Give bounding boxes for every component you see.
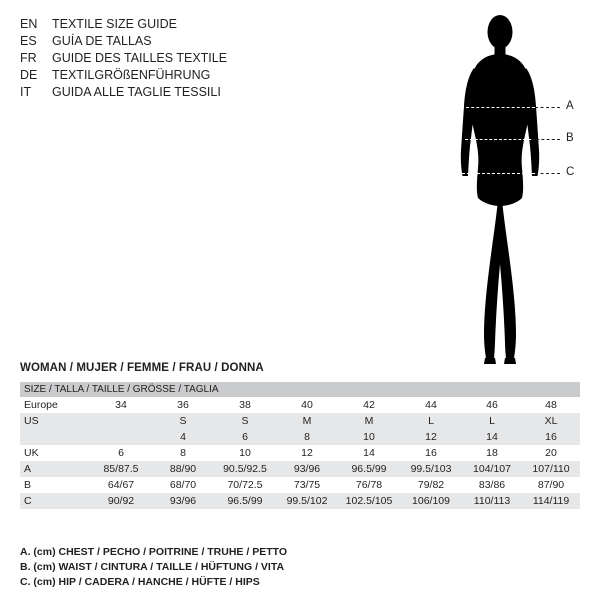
cell: 18	[462, 445, 522, 461]
cell: 8	[152, 445, 214, 461]
cell: M	[338, 413, 400, 429]
cell: 88/90	[152, 461, 214, 477]
cell: 6	[214, 429, 276, 445]
cell	[90, 413, 152, 429]
language-row	[20, 16, 320, 33]
language-row	[20, 84, 320, 101]
table-row	[20, 477, 580, 493]
row-label	[20, 429, 90, 445]
cell: 70/72.5	[214, 477, 276, 493]
cell: 73/75	[276, 477, 338, 493]
row-label: UK	[20, 445, 90, 461]
cell: 42	[338, 397, 400, 413]
measure-label-a: A	[566, 100, 574, 112]
cell: 12	[276, 445, 338, 461]
cell: 16	[522, 429, 580, 445]
language-code: FR	[20, 51, 37, 65]
table-row	[20, 397, 580, 413]
cell: 20	[522, 445, 580, 461]
note-waist: B. (cm) WAIST / CINTURA / TAILLE / HÜFTUNG / VITA	[20, 561, 285, 573]
cell: 93/96	[152, 493, 214, 509]
cell: 40	[276, 397, 338, 413]
row-label: US	[20, 413, 90, 429]
cell: 46	[462, 397, 522, 413]
cell: 87/90	[522, 477, 580, 493]
cell: 110/113	[462, 493, 522, 509]
cell: 10	[338, 429, 400, 445]
cell: 96.5/99	[214, 493, 276, 509]
measurement-notes	[20, 545, 580, 590]
cell: 79/82	[400, 477, 462, 493]
cell: 90.5/92.5	[214, 461, 276, 477]
cell: 10	[214, 445, 276, 461]
cell	[90, 429, 152, 445]
table-row	[20, 413, 580, 429]
table-caption: WOMAN / MUJER / FEMME / FRAU / DONNA	[20, 362, 264, 374]
cell: 14	[338, 445, 400, 461]
language-title: GUÍA DE TALLAS	[52, 34, 152, 48]
female-body-silhouette-icon	[440, 8, 560, 368]
cell: 4	[152, 429, 214, 445]
cell: 102.5/105	[338, 493, 400, 509]
cell: S	[214, 413, 276, 429]
cell: 6	[90, 445, 152, 461]
language-title: TEXTILE SIZE GUIDE	[52, 17, 178, 31]
cell: 85/87.5	[90, 461, 152, 477]
size-table	[20, 382, 580, 509]
cell: 16	[400, 445, 462, 461]
cell: 104/107	[462, 461, 522, 477]
measurement-figure	[420, 8, 590, 368]
cell: 8	[276, 429, 338, 445]
table-row	[20, 445, 580, 461]
table-row	[20, 461, 580, 477]
row-label: A	[20, 461, 90, 477]
table-header-label: SIZE / TALLA / TAILLE / GRÖSSE / TAGLIA	[20, 382, 580, 397]
language-header-block	[20, 16, 320, 101]
measure-leader-hip	[535, 173, 560, 174]
cell: 12	[400, 429, 462, 445]
cell: 64/67	[90, 477, 152, 493]
measure-line-hip	[457, 173, 535, 174]
cell: L	[462, 413, 522, 429]
cell: L	[400, 413, 462, 429]
cell: 114/119	[522, 493, 580, 509]
cell: 34	[90, 397, 152, 413]
row-label: C	[20, 493, 90, 509]
language-code: EN	[20, 17, 38, 31]
language-title: TEXTILGRÖßENFÜHRUNG	[52, 68, 211, 82]
cell: 14	[462, 429, 522, 445]
measure-label-c: C	[566, 166, 575, 178]
note-chest: A. (cm) CHEST / PECHO / POITRINE / TRUHE / PETTO	[20, 546, 288, 558]
cell: 36	[152, 397, 214, 413]
measure-leader-waist	[531, 139, 560, 140]
table-row	[20, 493, 580, 509]
cell: 76/78	[338, 477, 400, 493]
language-code: IT	[20, 85, 32, 99]
language-code: DE	[20, 68, 38, 82]
cell: 93/96	[276, 461, 338, 477]
language-row	[20, 50, 320, 67]
row-label: Europe	[20, 397, 90, 413]
cell: M	[276, 413, 338, 429]
note-hip: C. (cm) HIP / CADERA / HANCHE / HÜFTE / HIPS	[20, 576, 260, 588]
language-code: ES	[20, 34, 37, 48]
cell: 48	[522, 397, 580, 413]
language-row	[20, 67, 320, 84]
language-row	[20, 33, 320, 50]
cell: 107/110	[522, 461, 580, 477]
measure-leader-chest	[535, 107, 560, 108]
measure-line-waist	[465, 139, 531, 140]
cell: XL	[522, 413, 580, 429]
row-label: B	[20, 477, 90, 493]
language-title: GUIDA ALLE TAGLIE TESSILI	[52, 85, 221, 99]
cell: 68/70	[152, 477, 214, 493]
table-row	[20, 429, 580, 445]
cell: 106/109	[400, 493, 462, 509]
measure-label-b: B	[566, 132, 574, 144]
table-header-row	[20, 382, 580, 397]
cell: 96.5/99	[338, 461, 400, 477]
measure-line-chest	[461, 107, 535, 108]
cell: 83/86	[462, 477, 522, 493]
cell: 44	[400, 397, 462, 413]
cell: S	[152, 413, 214, 429]
cell: 99.5/103	[400, 461, 462, 477]
cell: 99.5/102	[276, 493, 338, 509]
cell: 38	[214, 397, 276, 413]
language-title: GUIDE DES TAILLES TEXTILE	[52, 51, 228, 65]
cell: 90/92	[90, 493, 152, 509]
